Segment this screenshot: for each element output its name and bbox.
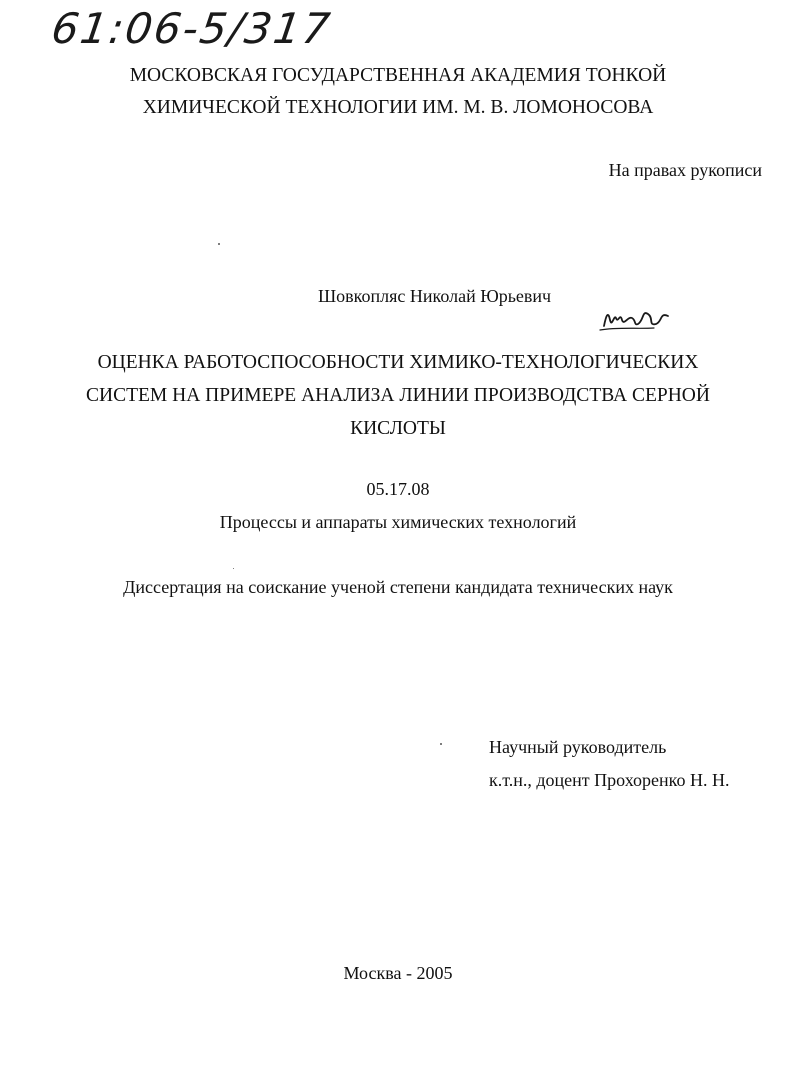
dissertation-type: Диссертация на соискание ученой степени кандидата технических наук xyxy=(123,577,673,597)
supervisor-name: к.т.н., доцент Прохоренко Н. Н. xyxy=(489,770,730,790)
specialty-name: Процессы и аппараты химических технологий xyxy=(219,512,577,532)
scan-speck xyxy=(233,568,234,569)
author-name: Шовкопляс Николай Юрьевич xyxy=(318,286,552,306)
dissertation-title xyxy=(0,346,796,445)
title-line-2: СИСТЕМ НА ПРИМЕРЕ АНАЛИЗА ЛИНИИ ПРОИЗВОДСТВА СЕРНОЙ xyxy=(86,385,710,406)
archive-number: 61:06-5/317 xyxy=(48,4,335,53)
rights-note: На правах рукописи xyxy=(608,160,762,180)
institution-line-2: ХИМИЧЕСКОЙ ТЕХНОЛОГИИ ИМ. М. В. ЛОМОНОСОВА xyxy=(142,97,654,118)
specialty-code: 05.17.08 xyxy=(366,479,430,499)
signature-icon xyxy=(598,296,678,336)
supervisor-label: Научный руководитель xyxy=(489,737,667,757)
city-year: Москва - 2005 xyxy=(343,963,453,983)
institution-name xyxy=(0,60,796,124)
title-line-1: ОЦЕНКА РАБОТОСПОСОБНОСТИ ХИМИКО-ТЕХНОЛОГИЧЕСКИХ xyxy=(97,352,699,373)
institution-line-1: МОСКОВСКАЯ ГОСУДАРСТВЕННАЯ АКАДЕМИЯ ТОНКОЙ xyxy=(129,65,667,86)
scan-speck xyxy=(218,243,220,245)
title-line-3: КИСЛОТЫ xyxy=(350,418,446,439)
scan-speck xyxy=(440,743,442,745)
